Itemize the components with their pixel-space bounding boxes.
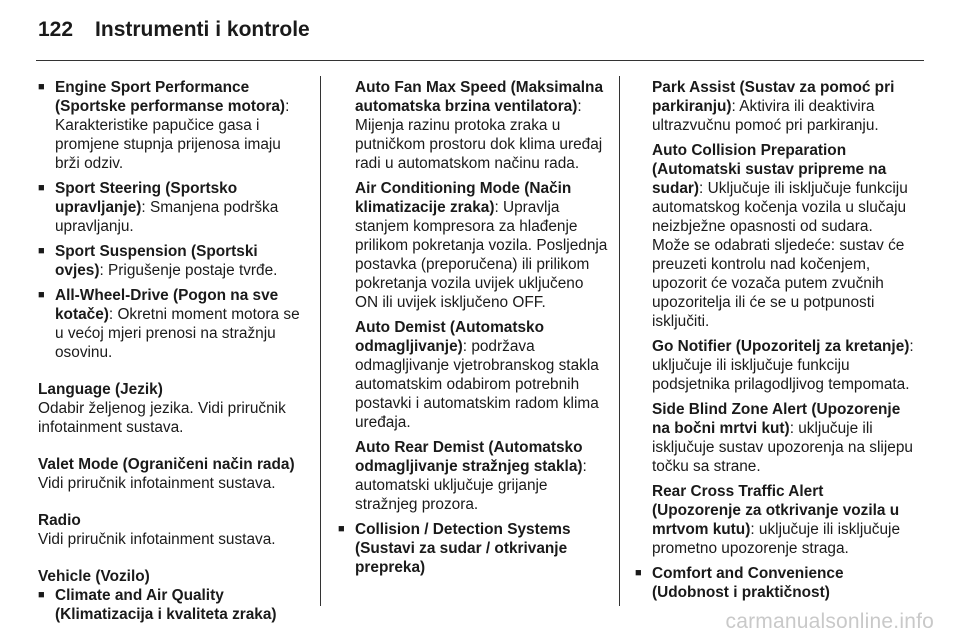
column-1 <box>38 78 308 630</box>
item-desc: : Smanjena podrška upravljanju. <box>55 199 279 235</box>
item-term: All-Wheel-Drive (Pogon na sve kotače) <box>55 287 279 323</box>
item-desc: : Prigušenje postaje tvrđe. <box>99 262 278 279</box>
bullet-item <box>38 78 308 173</box>
section-heading: Vehicle (Vozilo) <box>38 568 150 585</box>
column-divider-1 <box>320 76 321 606</box>
item-desc: : Okretni moment motora se u većoj mjeri prenosi na stražnju osovinu. <box>55 306 300 361</box>
paragraph <box>652 141 914 331</box>
item-term: Sport Suspension (Sportski ovjes) <box>55 243 258 279</box>
section-text: Vidi priručnik infotainment sustava. <box>38 531 276 548</box>
item-desc: : uključuje ili isključuje prometno upozorenje straga. <box>652 521 901 557</box>
item-desc: : automatski uključuje grijanje stražnjeg prozora. <box>355 458 587 513</box>
item-term: Auto Rear Demist (Automatsko odmagljivanje stražnjeg stakla) <box>355 439 583 475</box>
item-term: Climate and Air Quality (Klimatizacija i kvaliteta zraka) <box>55 587 277 623</box>
item-term: Auto Fan Max Speed (Maksimalna automatska brzina ventilatora) <box>355 79 604 115</box>
bullet-item <box>38 242 308 280</box>
item-term: Side Blind Zone Alert (Upozorenje na bočni mrtvi kut) <box>652 401 901 437</box>
paragraph <box>652 337 914 394</box>
paragraph <box>652 78 914 135</box>
item-desc: : Uključuje ili isključuje funkciju automatskog kočenja vozila u slučaju neizbježne opasnosti od sudara. Može se odabrati sljedeće: sustav će preuzeti kontrolu nad kočenjem, upozorit će vozača putem zvučnih upozoritelja ili će se u potpunosti isključiti. <box>652 180 908 330</box>
item-term: Park Assist (Sustav za pomoć pri parkiranju) <box>652 79 895 115</box>
item-term: Comfort and Convenience (Udobnost i praktičnost) <box>652 565 844 601</box>
column-2 <box>355 78 608 583</box>
section-heading: Language (Jezik) <box>38 381 163 398</box>
section-heading: Radio <box>38 512 81 529</box>
paragraph <box>355 179 608 312</box>
item-desc: : uključuje ili isključuje funkciju podsjetnika prilagodljivog tempomata. <box>652 338 914 393</box>
item-desc: : Mijenja razinu protoka zraka u putničkom prostoru dok klima uređaj radi u automatskom načinu rada. <box>355 98 603 172</box>
item-desc: : Aktivira ili deaktivira ultrazvučnu pomoć pri parkiranju. <box>652 98 879 134</box>
item-term: Sport Steering (Sportsko upravljanje) <box>55 180 238 216</box>
item-term: Auto Collision Preparation (Automatski sustav pripreme na sudar) <box>652 142 887 197</box>
bullet-item <box>38 286 308 362</box>
watermark: carmanualsonline.info <box>725 610 934 633</box>
paragraph <box>355 438 608 514</box>
column-3 <box>652 78 914 608</box>
item-term: Go Notifier (Upozoritelj za kretanje) <box>652 338 910 355</box>
header-rule <box>36 60 924 61</box>
page-number: 122 <box>38 18 74 41</box>
section-text: Vidi priručnik infotainment sustava. <box>38 475 276 492</box>
item-term: Auto Demist (Automatsko odmagljivanje) <box>355 319 544 355</box>
item-desc: : Upravlja stanjem kompresora za hlađenje prilikom pokretanja vozila. Posljednja postavka (preporučena) ili prilikom pokretanja vozila uvijek uključeno ON ili uvijek isključeno OFF. <box>355 199 608 311</box>
item-desc: : uključuje ili isključuje sustav upozorenja na slijepu točku sa strane. <box>652 420 913 475</box>
item-term: Engine Sport Performance (Sportske performanse motora) <box>55 79 286 115</box>
column-divider-2 <box>619 76 620 606</box>
paragraph <box>355 78 608 173</box>
item-term: Air Conditioning Mode (Način klimatizacije zraka) <box>355 180 572 216</box>
item-term: Rear Cross Traffic Alert (Upozorenje za otkrivanje vozila u mrtvom kutu) <box>652 483 900 538</box>
bullet-item <box>38 586 308 624</box>
paragraph <box>355 318 608 432</box>
section-heading: Valet Mode (Ograničeni način rada) <box>38 456 295 473</box>
item-desc: : podržava odmagljivanje vjetrobranskog stakla automatskim odabirom potrebnih postavki i automatskim radom klima uređaja. <box>355 338 599 431</box>
bullet-item <box>38 179 308 236</box>
item-term: Collision / Detection Systems (Sustavi za sudar / otkrivanje prepreka) <box>355 521 571 576</box>
page-title: Instrumenti i kontrole <box>95 18 310 41</box>
item-desc: : Karakteristike papučice gasa i promjene stupnja prijenosa imaju brži odziv. <box>55 98 290 172</box>
paragraph <box>652 400 914 476</box>
bullet-item <box>338 520 608 577</box>
paragraph <box>652 482 914 558</box>
page-header <box>38 18 310 42</box>
bullet-item <box>635 564 914 602</box>
section-text: Odabir željenog jezika. Vidi priručnik infotainment sustava. <box>38 400 286 436</box>
